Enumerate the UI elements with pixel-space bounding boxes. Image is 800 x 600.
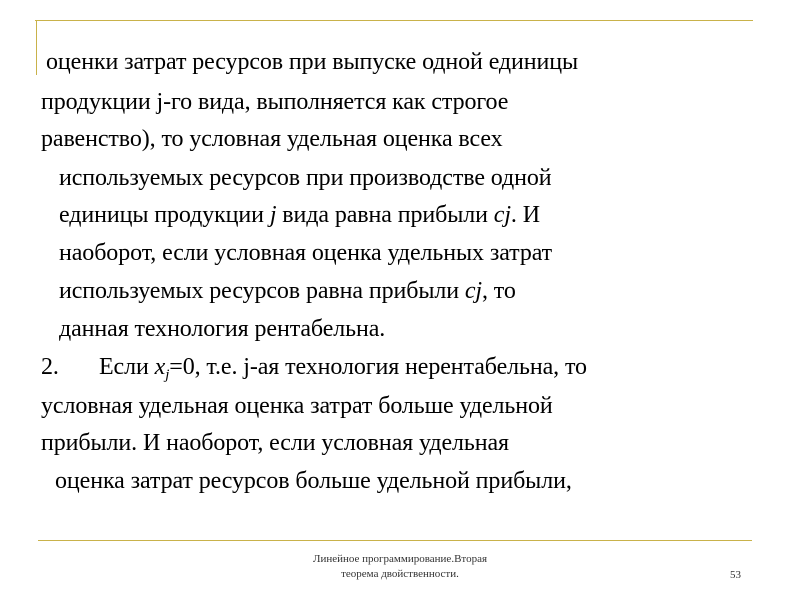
text-line-3: равенство), то условная удельная оценка всех <box>41 126 503 152</box>
footer-title-line-2: теорема двойственности. <box>341 568 459 580</box>
text-line-9-after: =0, т.е. j-ая технология нерентабельна, то <box>169 354 587 380</box>
text-line-11: прибыли. И наоборот, если условная удельная <box>41 430 509 456</box>
text-line-7-before: используемых ресурсов равна прибыли <box>59 278 465 304</box>
list-number: 2. <box>41 354 59 380</box>
subscript-j: j <box>165 367 170 383</box>
text-line-6: наоборот, если условная оценка удельных затрат <box>59 240 553 266</box>
text-line-1: оценки затрат ресурсов при выпуске одной единицы <box>46 49 579 75</box>
text-line-7-after: , то <box>482 278 516 304</box>
text-line-10: условная удельная оценка затрат больше удельной <box>41 393 553 419</box>
text-line-4: используемых ресурсов при производстве одной <box>59 165 552 191</box>
text-line-9 <box>41 352 587 382</box>
text-line-5-after: . И <box>510 202 540 228</box>
page-number: 53 <box>730 569 741 581</box>
text-line-7 <box>59 276 516 306</box>
text-line-9-before: Если <box>99 354 155 380</box>
variable-cj: cj <box>493 202 511 228</box>
text-line-5 <box>59 200 540 230</box>
variable-j: j <box>269 202 277 228</box>
footer-title-line-1: Линейное программирование.Вторая <box>312 553 488 565</box>
text-line-8: данная технология рентабельна. <box>59 316 386 342</box>
footer-rule <box>38 540 752 541</box>
text-line-2: продукции j-го вида, выполняется как строгое <box>41 89 509 115</box>
text-line-5-middle: вида равна прибыли <box>276 202 494 228</box>
text-line-5-before: единицы продукции <box>59 202 270 228</box>
footer-title <box>270 552 530 582</box>
text-line-12: оценка затрат ресурсов больше удельной прибыли, <box>55 468 572 494</box>
variable-cj: cj <box>464 278 482 304</box>
variable-x: x <box>154 354 166 380</box>
